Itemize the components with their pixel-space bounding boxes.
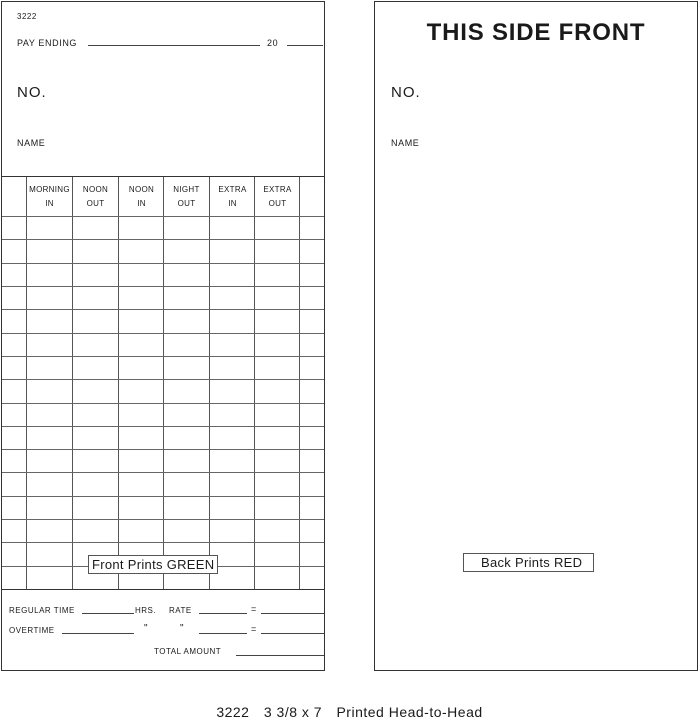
column-header-line2: OUT <box>86 199 105 208</box>
footer-note: Printed Head-to-Head <box>336 704 483 720</box>
overtime-label: OVERTIME <box>9 626 55 635</box>
grid-row-line <box>2 449 324 450</box>
time-grid <box>2 176 324 590</box>
total-amount-label: TOTAL AMOUNT <box>154 647 222 656</box>
hrs-label: HRS. <box>135 606 157 615</box>
column-header-noon-out <box>73 183 118 211</box>
footer-caption <box>0 704 699 720</box>
front-card <box>1 1 325 671</box>
name-label: NAME <box>17 138 46 148</box>
column-header-line2: IN <box>137 199 146 208</box>
grid-row-line <box>2 542 324 543</box>
regular-time-label: REGULAR TIME <box>9 606 75 615</box>
footer-form-code: 3222 <box>216 704 250 720</box>
year-field[interactable] <box>287 45 323 46</box>
column-header-night-out <box>164 183 209 211</box>
number-label: NO. <box>391 84 421 101</box>
form-code: 3222 <box>17 12 37 21</box>
back-card <box>374 1 698 671</box>
grid-row-line <box>2 309 324 310</box>
rate-label: RATE <box>169 606 192 615</box>
column-header-line1: NIGHT <box>173 185 200 194</box>
column-header-line2: OUT <box>177 199 196 208</box>
column-header-line1: NOON <box>82 185 109 194</box>
front-print-note: Front Prints GREEN <box>88 555 218 574</box>
grid-row-line <box>2 356 324 357</box>
ditto-mark: " <box>180 623 184 634</box>
grid-row-line <box>2 379 324 380</box>
column-header-line1: EXTRA <box>263 185 292 194</box>
grid-row-line <box>2 403 324 404</box>
column-header-line2: IN <box>228 199 237 208</box>
column-header-extra-in <box>210 183 255 211</box>
grid-row-line <box>2 286 324 287</box>
ditto-mark: " <box>144 623 148 634</box>
regular-hours-field[interactable] <box>82 613 134 614</box>
year-prefix: 20 <box>267 38 279 48</box>
grid-row-line <box>2 472 324 473</box>
regular-amount-field[interactable] <box>261 613 324 614</box>
overtime-hours-field[interactable] <box>62 633 134 634</box>
back-print-note: Back Prints RED <box>463 553 594 572</box>
column-header-line1: MORNING <box>29 185 70 194</box>
column-header-line2: IN <box>45 199 54 208</box>
grid-row-line <box>2 496 324 497</box>
footer-size: 3 3/8 x 7 <box>263 704 323 720</box>
column-header-line1: NOON <box>128 185 155 194</box>
total-amount-field[interactable] <box>236 655 324 656</box>
column-header-line1: EXTRA <box>218 185 247 194</box>
grid-row-line <box>2 239 324 240</box>
equals-sign: = <box>251 624 257 634</box>
pay-ending-field[interactable] <box>88 45 260 46</box>
back-title: THIS SIDE FRONT <box>426 19 646 46</box>
name-label: NAME <box>391 138 420 148</box>
column-header-noon-in <box>119 183 164 211</box>
number-label: NO. <box>17 84 47 101</box>
column-header-morning-in <box>27 183 72 211</box>
grid-row-line <box>2 216 324 217</box>
grid-row-line <box>2 426 324 427</box>
column-header-line2: OUT <box>268 199 287 208</box>
overtime-rate-field[interactable] <box>199 633 247 634</box>
equals-sign: = <box>251 604 257 614</box>
grid-row-line <box>2 263 324 264</box>
column-header-extra-out <box>255 183 300 211</box>
grid-row-line <box>2 333 324 334</box>
regular-rate-field[interactable] <box>199 613 247 614</box>
grid-row-line <box>2 519 324 520</box>
overtime-amount-field[interactable] <box>261 633 324 634</box>
pay-ending-label: PAY ENDING <box>17 38 78 48</box>
